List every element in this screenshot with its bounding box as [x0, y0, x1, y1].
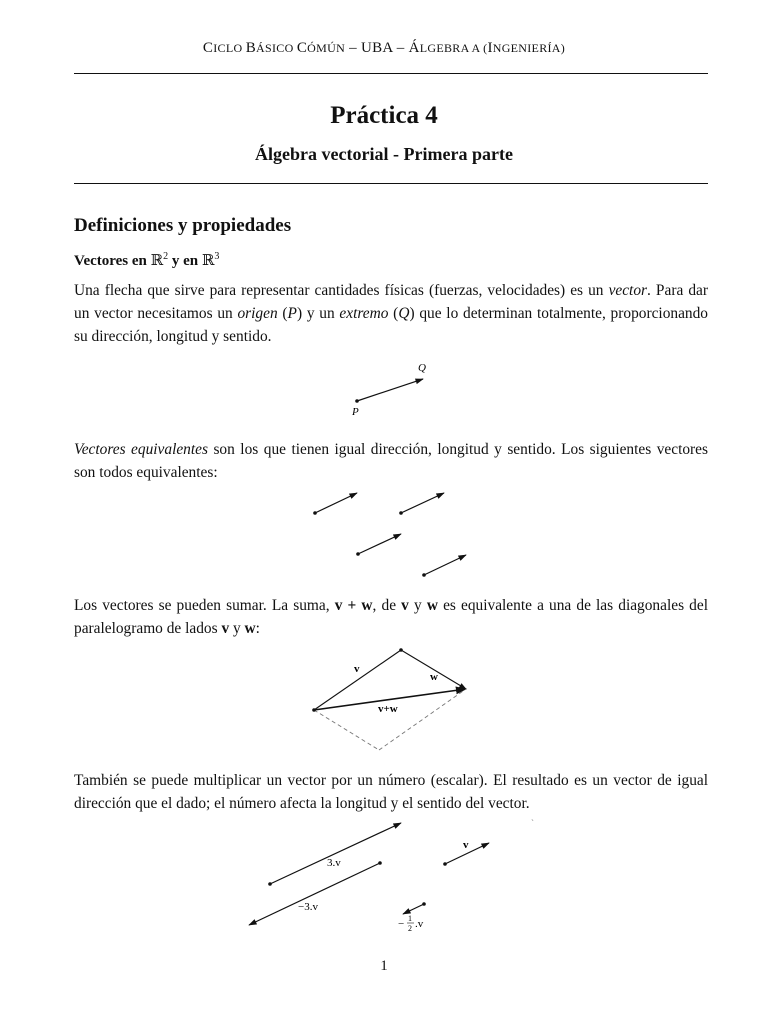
label-half-numerator: 1 [408, 914, 412, 923]
header-subject: ÁLGEBRA A (INGENIERÍA) [408, 40, 566, 56]
stray-mark: ` [531, 818, 534, 828]
origin-point [355, 399, 359, 403]
dashed-side-v [379, 689, 466, 750]
parallelogram-vertex [399, 648, 403, 652]
equivalent-vector-4-origin [422, 573, 426, 577]
equivalent-vector-2-origin [399, 511, 403, 515]
paragraph-vector-sum: Los vectores se pueden sumar. La suma, v + w, de v y w es equivalente a una de las diagonales del paralelogramo de lados v y w: [74, 597, 708, 637]
paragraph-equivalent-vectors: Vectores equivalentes son los que tienen igual dirección, longitud y sentido. Los siguientes vectores son todos equivalentes: [74, 441, 708, 481]
vector-3v-origin [268, 882, 272, 886]
vector-w-side [401, 650, 466, 689]
label-p: P [352, 406, 359, 418]
label-w: w [430, 671, 438, 683]
label-v: v [354, 663, 360, 675]
label-v-plus-w: v+w [378, 703, 398, 715]
page-title: Práctica 4 [330, 102, 438, 129]
header-uba: UBA [360, 40, 393, 56]
equivalent-vector-3 [358, 534, 401, 554]
vector-3v [270, 823, 401, 884]
figure-parallelogram-sum [312, 648, 466, 750]
section-title: Definiciones y propiedades [74, 215, 292, 236]
label-neg-half-minus: − [398, 918, 405, 930]
paragraph-scalar-multiplication: También se puede multiplicar un vector por un número (escalar). El resultado es un vector de igual dirección que el dado; el número afecta la longitud y el sentido del vector. [74, 772, 708, 812]
vector-neg-half-v-origin [422, 902, 426, 906]
equivalent-vector-1 [315, 493, 357, 513]
vector-neg-3v-origin [378, 861, 382, 865]
label-3v: 3.v [327, 857, 341, 869]
paragraph-vector-definition: Una flecha que sirve para representar cantidades físicas (fuerzas, velocidades) es un vector. Para dar un vector necesitamos un origen (P) y un extremo (Q) que lo determinan totalmente, proporcionando su dirección, longitud y sentido. [74, 282, 708, 345]
running-header: CICLO BÁSICO CÓMÚN – UBA – ÁLGEBRA A (INGENIERÍA) [202, 40, 566, 56]
parallelogram-origin [312, 708, 316, 712]
subsection-title: Vectores en ℝ$^2$ y en ℝ$^3$ [74, 251, 220, 269]
page-subtitle: Álgebra vectorial - Primera parte [255, 144, 513, 164]
vector-neg-half-v [403, 904, 424, 914]
equivalent-vector-3-origin [356, 552, 360, 556]
vector-pq-arrow [357, 379, 423, 401]
vector-neg-3v [249, 863, 380, 925]
vector-v-side [314, 650, 401, 710]
figure-scalar-multiples [249, 818, 534, 933]
label-q: Q [418, 362, 426, 374]
figure-equivalent-vectors [313, 493, 466, 577]
header-course: CICLO BÁSICO CÓMÚN [202, 40, 346, 56]
equivalent-vector-2 [401, 493, 444, 513]
label-half-denominator: 2 [408, 924, 412, 933]
equivalent-vector-4 [424, 555, 466, 575]
dashed-side-w [314, 710, 379, 750]
label-v-small: v [463, 839, 469, 851]
vector-v-origin [443, 862, 447, 866]
equivalent-vector-1-origin [313, 511, 317, 515]
label-half-v: .v [415, 918, 424, 930]
page-number: 1 [380, 958, 388, 974]
figure-vector-pq [351, 362, 426, 418]
label-neg-3v: −3.v [298, 901, 318, 913]
